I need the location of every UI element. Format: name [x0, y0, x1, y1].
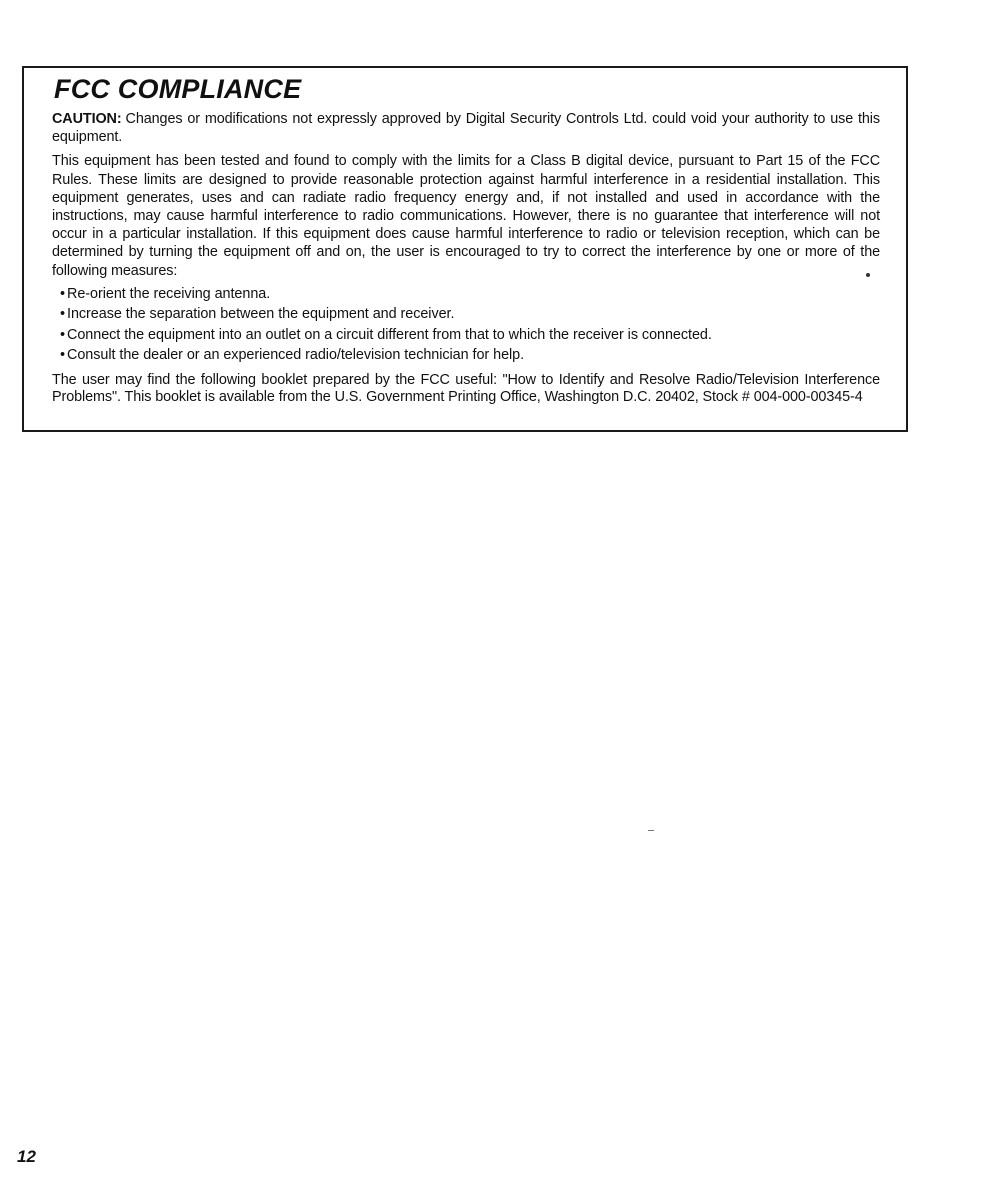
- bullet-icon: •: [60, 326, 65, 343]
- list-item: [60, 284, 880, 305]
- measures-list: [60, 284, 880, 366]
- bullet-icon: •: [60, 285, 65, 302]
- list-item: [60, 325, 880, 346]
- measure-text: Increase the separation between the equipment and receiver.: [67, 306, 455, 323]
- caution-label: CAUTION:: [52, 111, 122, 127]
- bullet-icon: •: [60, 306, 65, 323]
- page-title: FCC COMPLIANCE: [54, 74, 302, 104]
- page-number: 12: [17, 1147, 36, 1166]
- booklet-paragraph: The user may find the following booklet prepared by the FCC useful: "How to Identify and Resolve Radio/Television Interference Problems". This booklet is available from the U.S. Government Printing Office, Washington D.C. 20402, Stock # 004-000-00345-4: [52, 371, 880, 406]
- caution-paragraph: [52, 110, 880, 146]
- bullet-icon: •: [60, 347, 65, 364]
- measure-text: Re-orient the receiving antenna.: [67, 285, 271, 302]
- measure-text: Consult the dealer or an experienced radio/television technician for help.: [67, 347, 525, 364]
- list-item: [60, 304, 880, 325]
- fcc-notice-box: [22, 66, 908, 432]
- caution-text: Changes or modifications not expressly approved by Digital Security Controls Ltd. could void your authority to use this equipment.: [52, 111, 880, 146]
- list-item: [60, 345, 880, 366]
- measure-text: Connect the equipment into an outlet on a circuit different from that to which the receiver is connected.: [67, 326, 712, 343]
- scan-speck: [648, 830, 654, 831]
- scan-speck: [866, 273, 870, 277]
- compliance-paragraph: This equipment has been tested and found to comply with the limits for a Class B digital device, pursuant to Part 15 of the FCC Rules. These limits are designed to provide reasonable protection against harmful interference in a residential installation. This equipment generates, uses and can radiate radio frequency energy and, if not installed and used in accordance with the instructions, may cause harmful interference to radio communications. However, there is no guarantee that interference will not occur in a particular installation. If this equipment does cause harmful interference to radio or television reception, which can be determined by turning the equipment off and on, the user is encouraged to try to correct the interference by one or more of the following measures:: [52, 153, 880, 279]
